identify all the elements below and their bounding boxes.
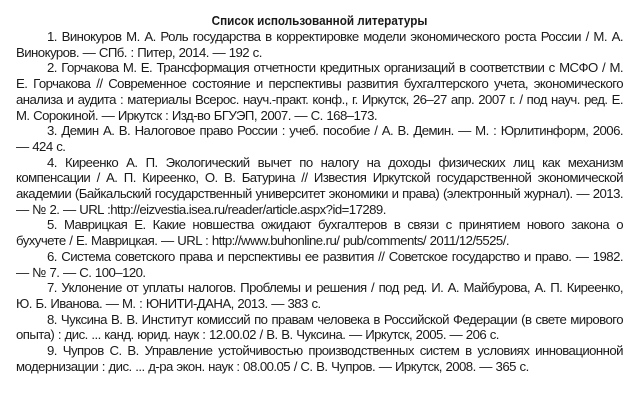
reference-item: [16, 60, 623, 123]
reference-text: Демин А. В. Налоговое право России : учеб. пособие / А. В. Демин. — М. : Юрлитинформ, 2006. — 424 с.: [16, 123, 623, 154]
reference-number: 9.: [47, 343, 57, 359]
reference-number: 3.: [47, 123, 57, 139]
reference-item: [16, 343, 623, 374]
reference-item: [16, 123, 623, 154]
reference-text: Система советского права и перспективы ее развития // Советское государство и право. — 1982. — № 7. — С. 100–120.: [16, 248, 623, 280]
document-page: [16, 13, 623, 374]
reference-number: 7.: [47, 280, 57, 296]
reference-text: Уклонение от уплаты налогов. Проблемы и решения / под ред. И. А. Майбурова, А. П. Киреенко, Ю. Б. Иванова. — М. : ЮНИТИ-ДАНА, 2013. — 383 с.: [16, 280, 623, 311]
reference-item: [16, 249, 623, 280]
reference-number: 4.: [47, 154, 57, 170]
reference-number: 2.: [47, 60, 57, 76]
reference-text: Чуксина В. В. Институт комиссий по правам человека в Российской Федерации (в свете мирового опыта) : дис. ... канд. юрид. наук : 12.00.02 / В. В. Чуксина. — Иркутск, 2005. — 206 с.: [16, 311, 623, 343]
reference-item: [16, 155, 623, 218]
reference-number: 5.: [47, 217, 57, 233]
reference-number: 6.: [47, 248, 57, 264]
reference-text: Маврицкая Е. Какие новшества ожидают бухгалтеров в связи с принятием нового закона о бухучете / Е. Маврицкая. — URL : http://www.buhonline.ru/ pub/comments/ 2011/12/5525/.: [16, 217, 623, 249]
reference-item: [16, 217, 623, 248]
reference-number: 8.: [47, 311, 57, 327]
reference-text: Винокуров М. А. Роль государства в корректировке модели экономического роста России / М. А. Винокуров. — СПб. : Питер, 2014. — 192 с.: [16, 29, 623, 60]
reference-item: [16, 280, 623, 311]
reference-item: [16, 29, 623, 60]
reference-text: Горчакова М. Е. Трансформация отчетности кредитных организаций в соответствии с МСФО / М. Е. Горчакова // Современное состояние и перспективы развития бухгалтерского учета, экономического анализа и аудита : материалы Всерос. науч.-практ. конф., г. Иркутск, 26–27 апр. 2007 г. / под науч. ред. Е. М. Сорокиной. — Иркутск : Изд-во БГУЭП, 2007. — С. 168–173.: [16, 60, 623, 123]
reference-text: Киреенко А. П. Экологический вычет по налогу на доходы физических лиц как механизм компенсации / А. П. Киреенко, О. В. Батурина // Известия Иркутской государственной экономической академии (Байкальский государственный университет экономики и права) (электронный журнал). — 2013. — № 2. — URL :http://eizvestia.isea.ru/reader/article.aspx?id=17289.: [16, 154, 623, 217]
reference-number: 1.: [47, 29, 57, 44]
reference-list: [16, 29, 623, 374]
page-title: Список использованной литературы: [211, 13, 428, 28]
reference-item: [16, 312, 623, 343]
reference-text: Чупров С. В. Управление устойчивостью производственных систем в условиях инновационной модернизации : дис. ... д-ра экон. наук : 08.00.05 / С. В. Чупров. — Иркутск, 2008. — 365 с.: [16, 343, 623, 374]
